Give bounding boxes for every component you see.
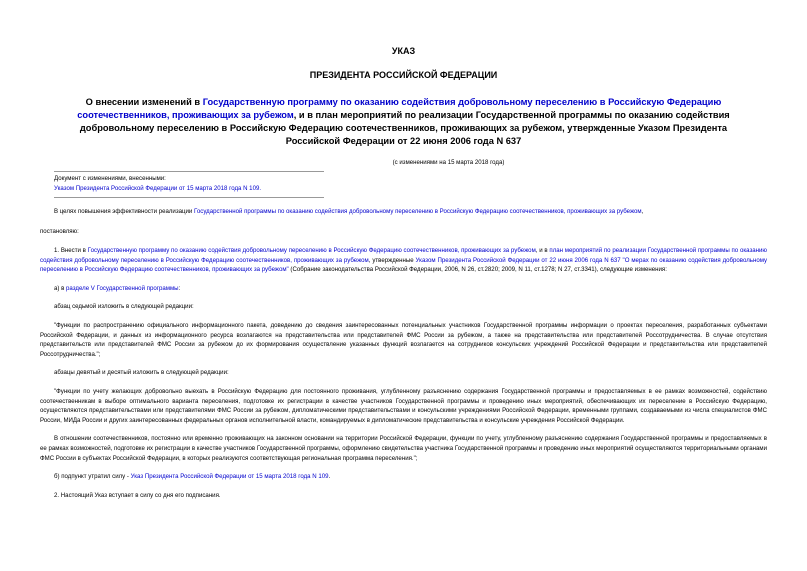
item1-program-link[interactable]: Государственную программу по оказанию содействия добровольному переселению в Российскую Федерацию соотечественников, проживающих за рубежом (87, 247, 536, 255)
quote-2: "Функции по учету желающих добровольно выехать в Российскую Федерацию для постоянного проживания, углубленному разъяснению содержания Государственной программы и предоставляемых в ее рамках возможностей, содействию соотечественникам в выборе оптимального варианта переселения, подготовке их регистрации в качестве участников Государственной программы и проведению иных мероприятий, обеспечивающих их переселение в Российскую Федерацию, осуществляются представительствами или представителями ФМС России за рубежом, дипломатическими представительствами и консульскими учреждениями Российской Федерации, временными группами, создаваемыми из числа специалистов ФМС России, МИДа России и других заинтересованных федеральных органов исполнительной власти, командируемых в дипломатические представительства и консульские учреждения Российской Федерации. (40, 388, 767, 424)
decree-109-link[interactable]: Указ Президента Российской Федерации от 15 марта 2018 года N 109 (130, 473, 329, 481)
preamble-program-link[interactable]: Государственной программы по оказанию содействия добровольному переселению в Российскую Федерацию соотечественников, проживающих за рубежом (194, 207, 642, 215)
item-1: 1. Внести в Государственную программу по оказанию содействия добровольному переселению в Российскую Федерацию соотечественников, проживающих за рубежом, и в план мероприятий по реализации Государственной программы по оказанию содействия добровольному переселению в Российскую Федерацию соотечественников, проживающих за рубежом, утвержденные Указом Президента Российской Федерации от 22 июня 2006 года N 637 "О мерах по оказанию содействия добровольному переселению в Российскую Федерацию соотечественников, проживающих за рубежом" (Собрание законодательства Российской Федерации, 2006, N 26, ст.2820; 2009, N 11, ст.1278; N 27, ст.3341), следующие изменения: (40, 247, 768, 274)
edition-note: (с изменениями на 15 марта 2018 года) (392, 159, 505, 166)
item1-decree-link[interactable]: Указом Президента Российской Федерации от 22 июня 2006 года N 637 "О мерах по оказанию содействия добровольному переселению в Российскую Федерацию соотечественников, проживающих за рубежом" (40, 256, 768, 274)
decree-word: постановляю: (40, 228, 79, 236)
paragraph-seventh: абзац седьмой изложить в следующей редакции: (54, 303, 194, 311)
changes-link[interactable]: Указом Президента Российской Федерации от 15 марта 2018 года N 109. (54, 184, 262, 192)
document-title: О внесении изменений в Государственную программу по оказанию содействия добровольному переселению в Российскую Федерацию соотечественников, проживающих за рубежом, и в план мероприятий по реализации Государственной программы по оказанию содействия добровольному переселению в Российскую Федерацию соотечественников, проживающих за рубежом, утвержденные Указом Президента Российской Федерации от 22 июня 2006 года N 637 (77, 97, 730, 146)
title-program-link[interactable]: Государственную программу по оказанию содействия добровольному переселению в Российскую Федерацию соотечественников, проживающих за рубежом (77, 97, 722, 120)
item1-plan-link[interactable]: план мероприятий по реализации Государственной программы по оказанию содействия добровольному переселению в Российскую Федерацию соотечественников, проживающих за рубежом (40, 247, 767, 264)
president-heading: ПРЕЗИДЕНТА РОССИЙСКОЙ ФЕДЕРАЦИИ (309, 70, 498, 80)
subitem-a: а) в разделе V Государственной программы: (54, 284, 181, 292)
decree-heading: УКАЗ (391, 46, 416, 56)
preamble: В целях повышения эффективности реализации Государственной программы по оказанию содействия добровольному переселению в Российскую Федерацию соотечественников, проживающих за рубежом, (54, 207, 644, 215)
section-v-link[interactable]: разделе V Государственной программы (66, 284, 179, 292)
paragraph-ninth-tenth: абзацы девятый и десятый изложить в следующей редакции: (54, 369, 229, 377)
changes-label: Документ с изменениями, внесенными: (54, 175, 166, 183)
quote-1: "Функции по распространению официального информационного пакета, доведению до сведения заинтересованных потенциальных участников Государственной программы информации о проектах переселения, разработанных субъектами Российской Федерации, и данных из информационного ресурса возлагаются на представительства или представителей ФМС России за рубежом, а также на представительства или представителей Россотрудничества. В случае отсутствия представительств или представителей ФМС России за рубежом до их формирования осуществление указанных функций возлагается на сотрудников консульских учреждений Российской Федерации и представительства или представителей Россотрудничества."; (40, 322, 767, 358)
item-2: 2. Настоящий Указ вступает в силу со дня его подписания. (54, 491, 221, 499)
changes-box (54, 171, 324, 198)
quote-3: В отношении соотечественников, постоянно или временно проживающих на законном основании на территории Российской Федерации, функции по учету, углубленному разъяснению содержания Государственной программы и предоставляемых в ее рамках возможностей, подготовке их регистрации в качестве участников Государственной программы, оформлению свидетельства участника Государственной программы и проведению иных мероприятий осуществляются территориальными органами ФМС России в субъектах Российской Федерации, в которых реализуются соответствующая региональная программа переселения."; (40, 435, 767, 462)
subitem-b: б) подпункт утратил силу - Указ Президента Российской Федерации от 15 марта 2018 года N 109. (54, 473, 331, 481)
